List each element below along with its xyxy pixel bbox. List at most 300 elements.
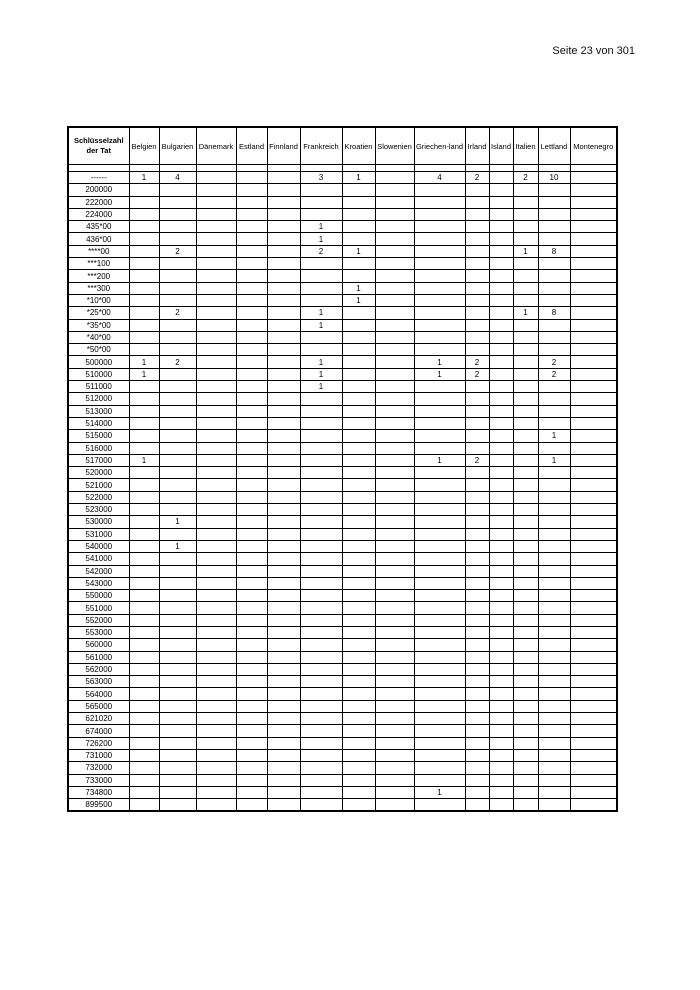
table-cell	[414, 208, 465, 220]
table-cell	[267, 184, 300, 196]
table-row	[68, 258, 617, 270]
table-cell	[513, 516, 538, 528]
table-cell	[267, 700, 300, 712]
table-cell	[267, 258, 300, 270]
table-cell	[570, 590, 617, 602]
table-cell	[513, 749, 538, 761]
table-cell	[513, 663, 538, 675]
table-cell	[129, 553, 159, 565]
table-cell	[236, 725, 267, 737]
spacer-row	[68, 165, 617, 172]
table-cell	[513, 786, 538, 798]
table-cell	[267, 774, 300, 786]
table-row	[68, 270, 617, 282]
table-cell	[375, 700, 414, 712]
table-cell	[513, 577, 538, 589]
table-cell	[414, 442, 465, 454]
table-cell	[375, 172, 414, 184]
table-cell	[414, 725, 465, 737]
table-row	[68, 565, 617, 577]
table-cell	[570, 172, 617, 184]
table-cell	[159, 196, 196, 208]
table-cell	[196, 602, 236, 614]
table-row	[68, 614, 617, 626]
table-cell	[414, 417, 465, 429]
table-cell	[465, 319, 489, 331]
table-cell	[489, 221, 513, 233]
table-cell	[570, 356, 617, 368]
table-cell	[267, 454, 300, 466]
row-code: 564000	[68, 688, 129, 700]
table-cell	[489, 614, 513, 626]
row-code: 560000	[68, 639, 129, 651]
table-cell	[489, 479, 513, 491]
table-cell: 2	[465, 172, 489, 184]
table-cell	[489, 688, 513, 700]
table-cell	[129, 282, 159, 294]
table-cell	[267, 614, 300, 626]
table-cell	[375, 713, 414, 725]
table-cell	[342, 651, 375, 663]
table-cell	[300, 663, 342, 675]
table-cell: 2	[465, 368, 489, 380]
table-cell	[570, 319, 617, 331]
table-cell	[267, 467, 300, 479]
table-cell	[267, 590, 300, 602]
table-cell	[570, 196, 617, 208]
table-cell	[342, 774, 375, 786]
table-cell	[414, 479, 465, 491]
table-cell	[342, 233, 375, 245]
table-cell	[159, 700, 196, 712]
row-code: 500000	[68, 356, 129, 368]
table-cell	[375, 602, 414, 614]
table-cell	[538, 208, 570, 220]
table-cell	[267, 294, 300, 306]
table-cell	[513, 540, 538, 552]
table-cell	[538, 725, 570, 737]
table-cell: 1	[513, 307, 538, 319]
table-cell	[375, 405, 414, 417]
table-row	[68, 417, 617, 429]
table-cell	[570, 208, 617, 220]
table-cell	[129, 676, 159, 688]
row-code: 222000	[68, 196, 129, 208]
table-cell	[196, 663, 236, 675]
table-cell	[465, 774, 489, 786]
table-cell	[414, 602, 465, 614]
table-cell	[342, 516, 375, 528]
table-cell	[375, 270, 414, 282]
table-cell	[465, 331, 489, 343]
table-cell	[159, 676, 196, 688]
table-cell	[236, 762, 267, 774]
table-cell	[513, 368, 538, 380]
table-cell	[196, 799, 236, 812]
row-code: 561000	[68, 651, 129, 663]
table-cell	[489, 786, 513, 798]
table-cell	[465, 749, 489, 761]
table-cell: 2	[159, 356, 196, 368]
table-cell: 1	[513, 245, 538, 257]
table-cell	[236, 331, 267, 343]
table-cell	[375, 688, 414, 700]
table-cell	[465, 540, 489, 552]
table-cell	[489, 700, 513, 712]
table-cell	[570, 749, 617, 761]
table-cell	[159, 467, 196, 479]
table-cell	[570, 651, 617, 663]
row-code: 732000	[68, 762, 129, 774]
table-cell	[300, 713, 342, 725]
table-cell	[159, 417, 196, 429]
table-cell	[570, 381, 617, 393]
table-cell	[196, 774, 236, 786]
table-cell	[414, 651, 465, 663]
table-cell	[465, 504, 489, 516]
table-cell	[570, 184, 617, 196]
table-cell	[196, 614, 236, 626]
table-cell	[236, 565, 267, 577]
table-cell	[465, 381, 489, 393]
table-cell	[375, 381, 414, 393]
row-code: 511000	[68, 381, 129, 393]
table-cell	[267, 725, 300, 737]
table-cell	[342, 725, 375, 737]
table-row	[68, 454, 617, 466]
table-cell	[236, 319, 267, 331]
table-cell	[375, 540, 414, 552]
table-cell	[538, 270, 570, 282]
table-cell	[196, 479, 236, 491]
table-cell	[159, 749, 196, 761]
table-cell	[342, 270, 375, 282]
header-country: Estland	[236, 127, 267, 165]
table-cell	[465, 786, 489, 798]
table-cell	[570, 368, 617, 380]
table-row	[68, 639, 617, 651]
table-cell: 1	[300, 233, 342, 245]
table-cell	[489, 651, 513, 663]
table-cell	[236, 663, 267, 675]
table-row	[68, 774, 617, 786]
table-cell	[342, 356, 375, 368]
table-cell	[267, 393, 300, 405]
table-cell	[236, 393, 267, 405]
table-cell	[196, 762, 236, 774]
table-cell	[300, 196, 342, 208]
table-cell	[342, 553, 375, 565]
table-cell	[570, 331, 617, 343]
table-cell	[236, 270, 267, 282]
table-cell	[196, 442, 236, 454]
table-cell	[342, 307, 375, 319]
table-cell	[414, 282, 465, 294]
table-cell	[267, 504, 300, 516]
table-cell	[489, 381, 513, 393]
table-cell: 1	[342, 172, 375, 184]
table-cell	[342, 786, 375, 798]
table-cell	[414, 270, 465, 282]
table-cell	[300, 294, 342, 306]
table-cell	[159, 602, 196, 614]
table-cell	[267, 196, 300, 208]
table-cell	[465, 553, 489, 565]
row-code: 541000	[68, 553, 129, 565]
table-cell	[159, 639, 196, 651]
table-cell	[236, 737, 267, 749]
table-cell	[489, 540, 513, 552]
table-cell	[414, 528, 465, 540]
table-cell	[129, 528, 159, 540]
table-row	[68, 208, 617, 220]
table-cell	[342, 565, 375, 577]
table-cell	[465, 221, 489, 233]
table-cell	[267, 172, 300, 184]
table-row	[68, 676, 617, 688]
table-cell	[300, 528, 342, 540]
row-code: 733000	[68, 774, 129, 786]
table-cell	[267, 713, 300, 725]
table-row	[68, 393, 617, 405]
table-cell	[236, 467, 267, 479]
table-row	[68, 245, 617, 257]
table-cell	[342, 639, 375, 651]
table-cell	[159, 454, 196, 466]
table-cell	[538, 651, 570, 663]
table-cell	[375, 590, 414, 602]
table-cell	[300, 344, 342, 356]
table-cell	[196, 565, 236, 577]
table-cell	[538, 258, 570, 270]
table-cell	[267, 270, 300, 282]
table-cell	[129, 762, 159, 774]
table-cell	[159, 553, 196, 565]
table-cell	[375, 442, 414, 454]
table-cell	[159, 258, 196, 270]
table-cell	[513, 651, 538, 663]
table-cell	[159, 577, 196, 589]
header-country: Griechen-land	[414, 127, 465, 165]
table-cell	[414, 405, 465, 417]
table-cell	[300, 184, 342, 196]
table-cell	[300, 799, 342, 812]
table-cell	[236, 626, 267, 638]
table-cell	[414, 233, 465, 245]
table-cell	[375, 245, 414, 257]
table-cell	[129, 442, 159, 454]
header-country: Bulgarien	[159, 127, 196, 165]
table-cell	[342, 799, 375, 812]
table-cell	[129, 491, 159, 503]
table-cell	[489, 774, 513, 786]
table-cell: 1	[129, 172, 159, 184]
table-cell	[465, 762, 489, 774]
row-code: 531000	[68, 528, 129, 540]
table-cell	[570, 405, 617, 417]
table-cell	[513, 184, 538, 196]
table-cell	[414, 381, 465, 393]
table-cell	[196, 713, 236, 725]
row-code: 520000	[68, 467, 129, 479]
header-country: Belgien	[129, 127, 159, 165]
table-cell: 1	[414, 454, 465, 466]
table-cell	[300, 651, 342, 663]
table-cell	[267, 651, 300, 663]
table-cell	[236, 639, 267, 651]
table-cell	[342, 221, 375, 233]
table-cell	[236, 417, 267, 429]
table-cell	[570, 258, 617, 270]
table-cell	[538, 749, 570, 761]
table-header-row	[68, 127, 617, 165]
table-cell	[267, 737, 300, 749]
row-code: 553000	[68, 626, 129, 638]
table-cell	[342, 196, 375, 208]
table-cell	[570, 700, 617, 712]
table-cell	[489, 344, 513, 356]
table-cell	[267, 602, 300, 614]
table-cell	[196, 590, 236, 602]
row-code: 543000	[68, 577, 129, 589]
table-cell	[538, 700, 570, 712]
table-cell	[236, 479, 267, 491]
table-cell	[342, 713, 375, 725]
row-code: 540000	[68, 540, 129, 552]
table-cell	[236, 749, 267, 761]
table-cell	[513, 602, 538, 614]
table-row	[68, 713, 617, 725]
table-cell	[300, 725, 342, 737]
table-cell	[159, 713, 196, 725]
table-cell	[570, 233, 617, 245]
table-cell	[513, 282, 538, 294]
table-row	[68, 540, 617, 552]
table-cell	[159, 663, 196, 675]
table-cell	[375, 516, 414, 528]
table-cell	[489, 799, 513, 812]
table-cell: 10	[538, 172, 570, 184]
table-cell	[196, 553, 236, 565]
table-cell	[570, 221, 617, 233]
table-row	[68, 172, 617, 184]
table-cell	[465, 639, 489, 651]
table-cell	[342, 737, 375, 749]
table-cell	[414, 676, 465, 688]
table-cell	[489, 516, 513, 528]
table-cell	[570, 774, 617, 786]
table-cell	[513, 614, 538, 626]
table-cell: 4	[414, 172, 465, 184]
table-cell	[267, 417, 300, 429]
table-cell	[538, 221, 570, 233]
table-cell	[570, 528, 617, 540]
table-cell: 4	[159, 172, 196, 184]
table-cell	[129, 208, 159, 220]
table-cell	[236, 356, 267, 368]
table-row	[68, 762, 617, 774]
table-cell	[300, 208, 342, 220]
table-cell	[236, 491, 267, 503]
table-cell	[159, 799, 196, 812]
table-cell	[414, 467, 465, 479]
table-cell	[375, 454, 414, 466]
table-cell	[513, 725, 538, 737]
table-cell	[570, 442, 617, 454]
table-cell	[236, 221, 267, 233]
table-cell	[159, 479, 196, 491]
table-cell	[465, 565, 489, 577]
table-cell	[570, 602, 617, 614]
table-cell	[375, 565, 414, 577]
header-country: Montenegro	[570, 127, 617, 165]
table-cell	[465, 467, 489, 479]
table-cell	[489, 331, 513, 343]
table-cell	[375, 577, 414, 589]
table-cell	[489, 762, 513, 774]
table-cell	[196, 639, 236, 651]
table-cell: 2	[538, 368, 570, 380]
table-cell	[342, 762, 375, 774]
table-cell	[570, 565, 617, 577]
table-cell	[342, 393, 375, 405]
table-cell	[342, 344, 375, 356]
table-cell	[300, 590, 342, 602]
table-cell	[375, 294, 414, 306]
table-cell	[342, 430, 375, 442]
table-cell	[129, 700, 159, 712]
table-cell	[300, 626, 342, 638]
table-cell	[489, 245, 513, 257]
table-row	[68, 553, 617, 565]
table-cell	[267, 626, 300, 638]
table-cell	[129, 602, 159, 614]
table-cell	[513, 405, 538, 417]
table-cell	[465, 196, 489, 208]
table-cell	[236, 172, 267, 184]
table-cell	[196, 540, 236, 552]
row-code: 674000	[68, 725, 129, 737]
table-cell	[196, 786, 236, 798]
table-cell	[196, 184, 236, 196]
table-cell	[570, 626, 617, 638]
table-row	[68, 504, 617, 516]
header-country: Italien	[513, 127, 538, 165]
table-row	[68, 430, 617, 442]
table-cell	[236, 184, 267, 196]
table-cell: 2	[513, 172, 538, 184]
table-row	[68, 737, 617, 749]
table-cell: 3	[300, 172, 342, 184]
table-cell	[342, 184, 375, 196]
table-cell	[538, 282, 570, 294]
row-code: 435*00	[68, 221, 129, 233]
table-cell	[489, 233, 513, 245]
table-cell	[465, 344, 489, 356]
table-cell	[489, 590, 513, 602]
table-cell	[342, 368, 375, 380]
table-cell	[538, 294, 570, 306]
table-cell	[538, 393, 570, 405]
table-cell	[300, 504, 342, 516]
table-cell	[489, 663, 513, 675]
table-cell	[489, 676, 513, 688]
table-row	[68, 331, 617, 343]
table-cell	[159, 762, 196, 774]
table-cell	[375, 307, 414, 319]
table-cell	[465, 208, 489, 220]
table-cell	[129, 663, 159, 675]
